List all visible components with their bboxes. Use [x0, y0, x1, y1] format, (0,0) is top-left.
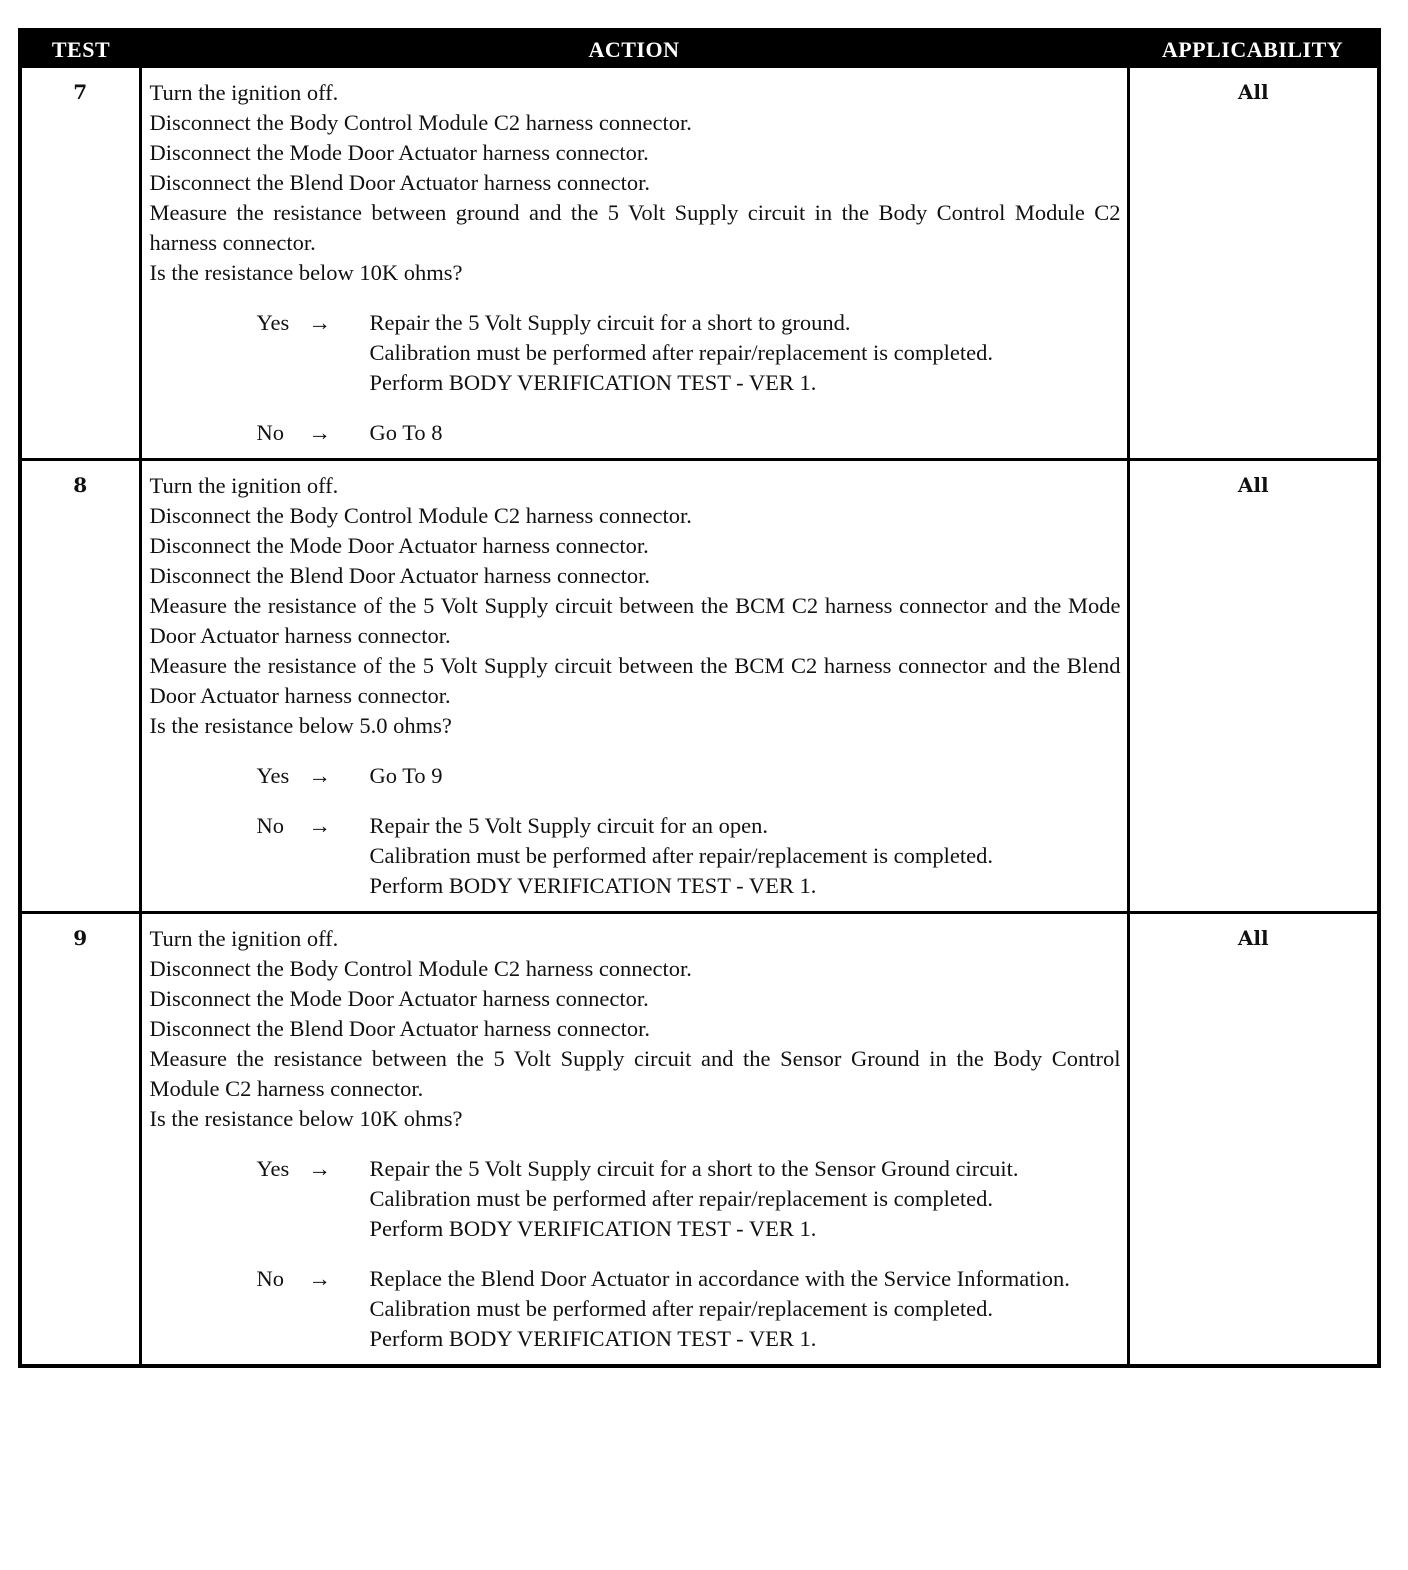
answer-body [370, 308, 1121, 398]
answer-yes [150, 761, 1121, 791]
arrow-icon: → [308, 310, 331, 335]
answer-line: Perform BODY VERIFICATION TEST - VER 1. [369, 1326, 817, 1351]
action-step: Turn the ignition off. [149, 926, 339, 951]
action-step: Disconnect the Blend Door Actuator harness connector. [149, 1016, 650, 1041]
answer-label: Yes [256, 310, 290, 335]
applicability-value: All [1128, 460, 1377, 913]
action-step: Disconnect the Body Control Module C2 harness connector. [149, 956, 692, 981]
answer-line: Go To 9 [369, 763, 443, 788]
action-content [142, 461, 1127, 911]
arrow-icon: → [308, 1266, 331, 1291]
answer-body [370, 1264, 1121, 1354]
action-step: Disconnect the Blend Door Actuator harness connector. [149, 563, 650, 588]
table-row [22, 460, 1377, 913]
answer-line: Calibration must be performed after repair/replacement is completed. [369, 843, 993, 868]
action-cell [140, 460, 1128, 913]
arrow-icon: → [308, 1156, 331, 1181]
action-step: Is the resistance below 10K ohms? [149, 260, 463, 285]
action-step: Disconnect the Body Control Module C2 harness connector. [149, 110, 692, 135]
answer-label: No [256, 420, 284, 445]
table-row [22, 68, 1377, 460]
answer-line: Go To 8 [369, 420, 443, 445]
answer-line: Replace the Blend Door Actuator in accordance with the Service Information. [369, 1266, 1070, 1291]
answer-body [370, 761, 1121, 791]
header-test: TEST [22, 32, 140, 68]
action-step: Turn the ignition off. [149, 80, 339, 105]
answer-line: Repair the 5 Volt Supply circuit for a short to the Sensor Ground circuit. [369, 1156, 1019, 1181]
answer-no [150, 1264, 1121, 1354]
header-applicability: APPLICABILITY [1128, 32, 1377, 68]
test-number: 9 [22, 913, 140, 1365]
test-number: 8 [22, 460, 140, 913]
answer-line: Repair the 5 Volt Supply circuit for a short to ground. [369, 310, 851, 335]
action-step: Disconnect the Mode Door Actuator harness connector. [149, 140, 649, 165]
answer-line: Calibration must be performed after repair/replacement is completed. [369, 1186, 993, 1211]
answer-line: Repair the 5 Volt Supply circuit for an open. [369, 813, 768, 838]
action-content [142, 914, 1127, 1364]
applicability-value: All [1128, 68, 1377, 460]
test-table [22, 32, 1377, 1364]
answer-line: Calibration must be performed after repair/replacement is completed. [369, 1296, 993, 1321]
answer-label: No [256, 813, 284, 838]
arrow-icon: → [308, 420, 331, 445]
action-step: Disconnect the Blend Door Actuator harness connector. [149, 170, 650, 195]
table-body [22, 68, 1377, 1364]
action-step: Measure the resistance of the 5 Volt Supply circuit between the BCM C2 harness connector and the Blend Door Actuator harness connector. [149, 653, 1121, 708]
action-step: Disconnect the Mode Door Actuator harness connector. [149, 986, 649, 1011]
answer-line: Perform BODY VERIFICATION TEST - VER 1. [369, 873, 817, 898]
action-step: Measure the resistance between the 5 Volt Supply circuit and the Sensor Ground in the Body Control Module C2 harness connector. [149, 1046, 1121, 1101]
action-cell [140, 913, 1128, 1365]
answer-label: No [256, 1266, 284, 1291]
action-step: Disconnect the Body Control Module C2 harness connector. [149, 503, 692, 528]
header-action: ACTION [140, 32, 1128, 68]
applicability-value: All [1128, 913, 1377, 1365]
answer-body [370, 811, 1121, 901]
action-cell [140, 68, 1128, 460]
answer-yes [150, 308, 1121, 398]
action-step: Turn the ignition off. [149, 473, 339, 498]
arrow-icon: → [308, 813, 331, 838]
answer-no [150, 811, 1121, 901]
action-step: Disconnect the Mode Door Actuator harness connector. [149, 533, 649, 558]
table-row [22, 913, 1377, 1365]
action-step: Is the resistance below 10K ohms? [149, 1106, 463, 1131]
action-step: Is the resistance below 5.0 ohms? [149, 713, 452, 738]
table-header-row [22, 32, 1377, 68]
answer-label: Yes [256, 1156, 290, 1181]
answer-no [150, 418, 1121, 448]
action-step: Measure the resistance between ground and the 5 Volt Supply circuit in the Body Control Module C2 harness connector. [149, 200, 1121, 255]
answer-body [370, 1154, 1121, 1244]
arrow-icon: → [308, 763, 331, 788]
action-step: Measure the resistance of the 5 Volt Supply circuit between the BCM C2 harness connector and the Mode Door Actuator harness connector. [149, 593, 1121, 648]
answer-yes [150, 1154, 1121, 1244]
test-number: 7 [22, 68, 140, 460]
answer-label: Yes [256, 763, 290, 788]
answer-line: Calibration must be performed after repair/replacement is completed. [369, 340, 993, 365]
answer-line: Perform BODY VERIFICATION TEST - VER 1. [369, 370, 817, 395]
action-content [142, 68, 1127, 458]
answer-line: Perform BODY VERIFICATION TEST - VER 1. [369, 1216, 817, 1241]
answer-body [370, 418, 1121, 448]
diagnostic-test-table [18, 28, 1381, 1368]
